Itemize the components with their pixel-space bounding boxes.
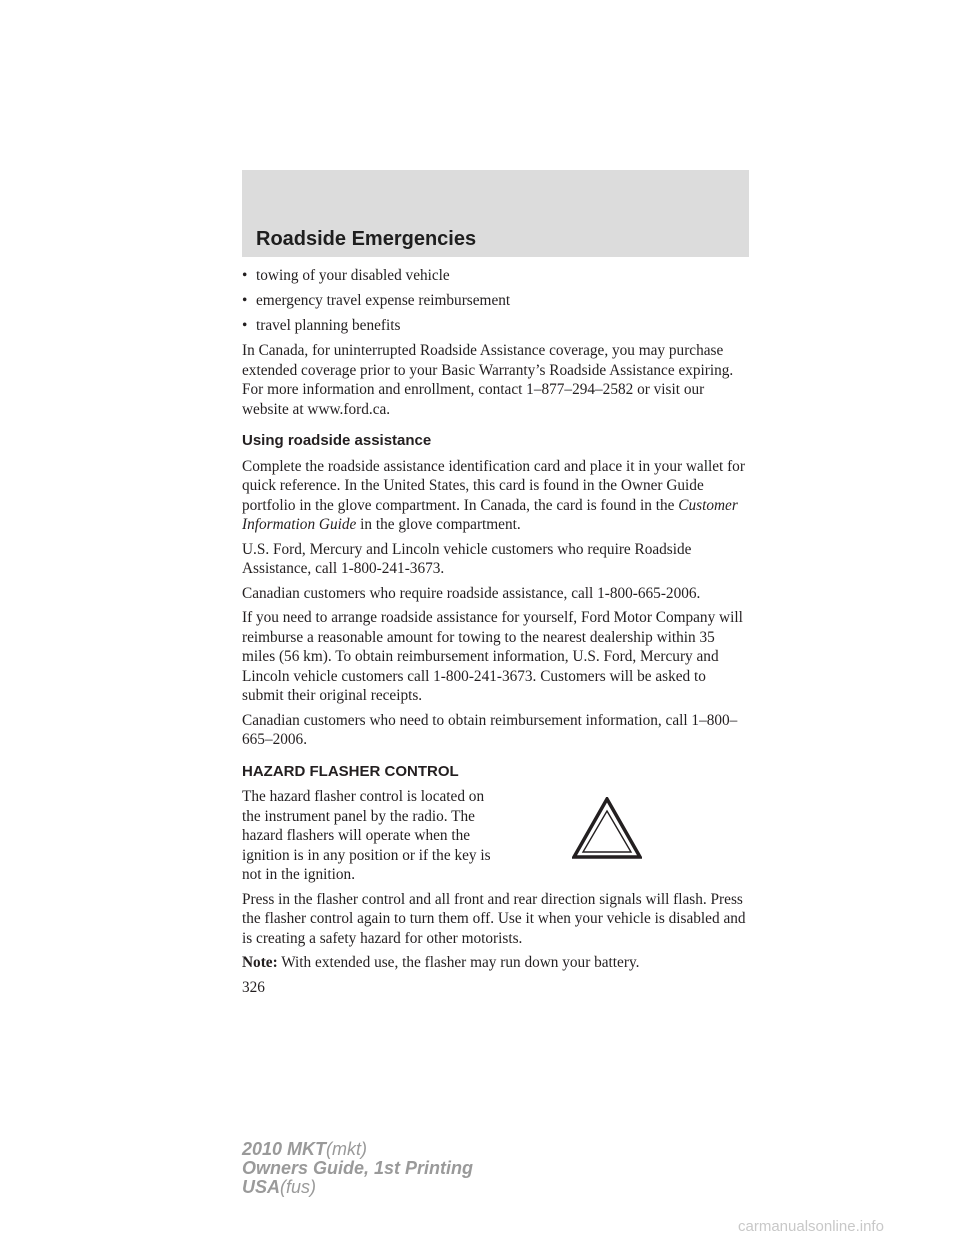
bullet-glyph: • [242, 267, 248, 284]
guide-title: Customer Information Guide [242, 496, 738, 533]
list-item-text: emergency travel expense reimbursement [256, 292, 511, 309]
footer-model: 2010 MKT [242, 1139, 327, 1159]
footer-line [242, 1178, 473, 1197]
page-title: Roadside Emergencies [256, 228, 477, 250]
hazard-location-paragraph: The hazard flasher control is located on the instrument panel by the radio. The hazard flashers will operate when the ignition is in any position or if the key is not in the ignition. [242, 788, 491, 883]
footer-region-code: (fus) [280, 1177, 317, 1197]
list-item-text: travel planning benefits [256, 317, 401, 334]
hazard-flasher-heading: HAZARD FLASHER CONTROL [242, 762, 459, 780]
canadian-reimbursement-paragraph: Canadian customers who need to obtain reimbursement information, call 1–800–665–2006. [242, 711, 738, 748]
list-item-text: towing of your disabled vehicle [256, 267, 450, 284]
page-number: 326 [242, 978, 265, 996]
note-paragraph [242, 953, 749, 973]
note-text: With extended use, the flasher may run down your battery. [277, 954, 640, 971]
list-item [242, 266, 749, 286]
bullet-glyph: • [242, 292, 248, 309]
footer-line [242, 1140, 473, 1159]
bullet-glyph: • [242, 317, 248, 334]
canadian-customers-paragraph: Canadian customers who require roadside assistance, call 1-800-665-2006. [242, 584, 701, 602]
identification-card-paragraph [242, 457, 749, 535]
footer-region: USA [242, 1177, 281, 1197]
header-band [242, 170, 749, 257]
using-roadside-heading: Using roadside assistance [242, 432, 432, 449]
footer-line: Owners Guide, 1st Printing [242, 1158, 474, 1178]
footer-code: (mkt) [326, 1139, 368, 1159]
note-label: Note: [242, 954, 278, 971]
paragraph-text: Complete the roadside assistance identification card and place it in your wallet for quick reference. In the United States, this card is found in the Owner Guide portfolio in the glove compartment. In Canada, the card is found in the [242, 457, 745, 514]
us-customers-paragraph: U.S. Ford, Mercury and Lincoln vehicle customers who require Roadside Assistance, call 1-800-241-3673. [242, 540, 692, 577]
canada-paragraph: In Canada, for uninterrupted Roadside Assistance coverage, you may purchase extended coverage prior to your Basic Warranty’s Roadside Assistance expiring. For more information and enrollment, contact 1–877–294–2582 or visit our website at www.ford.ca. [242, 342, 734, 418]
hazard-operation-paragraph: Press in the flasher control and all front and rear direction signals will flash. Press the flasher control again to turn them off. Use it when your vehicle is disabled and is creating a safety hazard for other motorists. [242, 890, 746, 947]
paragraph-text: in the glove compartment. [356, 516, 521, 533]
list-item [242, 291, 749, 311]
list-item [242, 316, 749, 336]
site-watermark: carmanualsonline.info [738, 1218, 884, 1235]
main-content [242, 266, 749, 997]
reimbursement-paragraph: If you need to arrange roadside assistance for yourself, Ford Motor Company will reimburse a reasonable amount for towing to the nearest dealership within 35 miles (56 km). To obtain reimbursement information, U.S. Ford, Mercury and Lincoln vehicle customers call 1-800-241-3673. Customers will be asked to submit their original receipts. [242, 609, 743, 704]
hazard-triangle-icon [572, 797, 642, 859]
hazard-description [242, 787, 749, 885]
print-footer [242, 1140, 473, 1197]
